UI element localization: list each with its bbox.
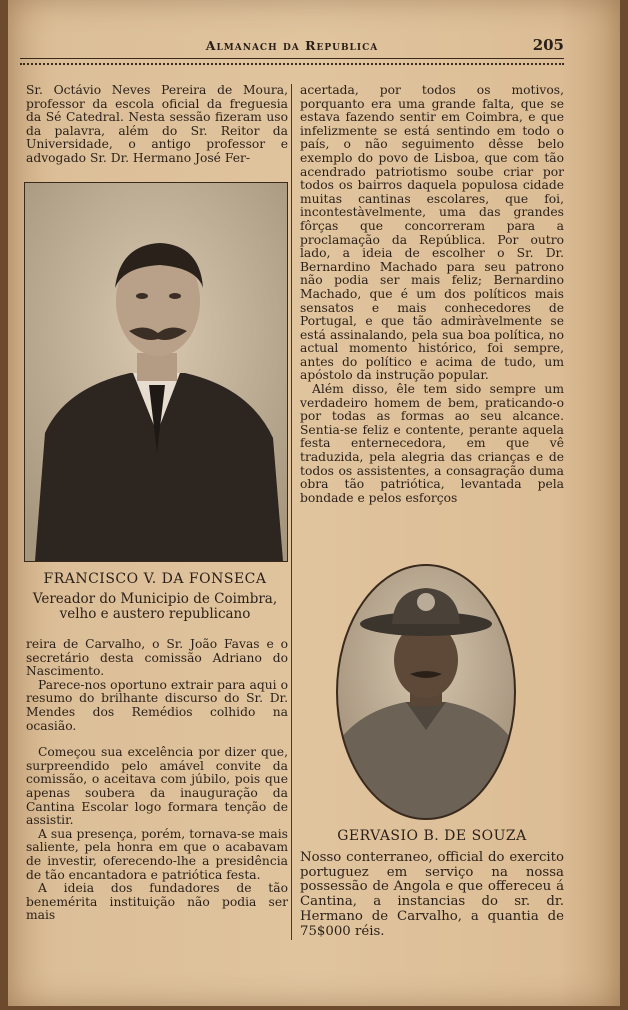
left-paragraph-4: A sua presença, porém, tornava-se mais saliente, pela honra em que o acabavam de investir, oferecendo-lhe a presidência de tão encantadora e patriótica festa. (26, 826, 288, 882)
right-column (300, 84, 564, 505)
page-number: 205 (532, 36, 564, 54)
column-divider (291, 84, 292, 940)
figure2-caption: Nosso conterraneo, official do exercito portuguez em serviço na nossa possessão de Angola e que offereceu á Cantina, a instancias do sr. dr. Hermano de Carvalho, a quantia de 75$000 réis. (300, 850, 564, 939)
portrait-gervasio-image (334, 562, 518, 822)
left-paragraph-1: reira de Carvalho, o Sr. João Favas e o secretário desta comissão Adriano do Nascimento. (26, 637, 288, 679)
book-page (8, 0, 620, 1006)
left-paragraph-3: Começou sua excelência por dizer que, surpreendido pelo amável convite da comissão, o aceitava com júbilo, pois que apenas soubera da inauguração da Cantina Escolar logo formara tenção de assistir. (26, 745, 288, 828)
figure1-caption: Vereador do Municipio de Coimbra, velho e austero republicano (32, 591, 278, 622)
right-paragraph-2: Além disso, êle tem sido sempre um verdadeiro homem de bem, praticando-o por todas as formas ao seu alcance. Sentia-se feliz e contente, perante aquela festa enternecedora, em que vê traduzida, pela alegria das crianças e de todos os assistentes, a consagração duma obra tão patriótica, levantada pela bondade e pelos esforços (300, 382, 564, 505)
running-title: Almanach da Republica (205, 38, 379, 53)
page-header (20, 38, 564, 56)
left-top-paragraph: Sr. Octávio Neves Pereira de Moura, professor da escola oficial da freguesia da Sé Catedral. Nesta sessão fizeram uso da palavra, além do Sr. Reitor da Universidade, o antigo professor e advogado Sr. Dr. Hermano José Fer- (26, 83, 288, 165)
portrait-francisco-image (25, 183, 287, 561)
figure2-name: GERVASIO B. DE SOUZA (337, 828, 527, 844)
left-column-bottom (26, 638, 288, 923)
portrait-photo-gervasio (334, 562, 518, 822)
header-rule (20, 58, 564, 65)
figure1-name: FRANCISCO V. DA FONSECA (43, 571, 267, 587)
right-paragraph-1: acertada, por todos os motivos, porquanto era uma grande falta, que se estava fazendo sentir em Coimbra, e que infelizmente se está sentindo em todo o país, o não seguimento dêsse belo exemplo do povo de Lisboa, que com tão acendrado patriotismo soube criar por todos os bairros daquela populosa cidade muitas cantinas escolares, que foi, incontestàvelmente, uma das grandes fôrças que concorreram para a proclamação da República. Por outro lado, a ideia de escolher o Sr. Dr. Bernardino Machado para seu patrono não podia ser mais feliz; Bernardino Machado, que é um dos políticos mais sensatos e mais conhecedores de Portugal, e que tão admiràvelmente se está assinalando, pela sua boa política, no actual momento histórico, foi sempre, antes do político e acima de tudo, um apóstolo da instrução popular. (300, 83, 564, 383)
left-paragraph-5: A ideia dos fundadores de tão benemérita instituição não podia ser mais (26, 881, 288, 923)
left-column-top (26, 84, 288, 166)
left-paragraph-2: Parece-nos oportuno extrair para aqui o resumo do brilhante discurso do Sr. Dr. Mendes dos Remédios colhido na ocasião. (26, 677, 288, 733)
portrait-photo-francisco (24, 182, 288, 562)
